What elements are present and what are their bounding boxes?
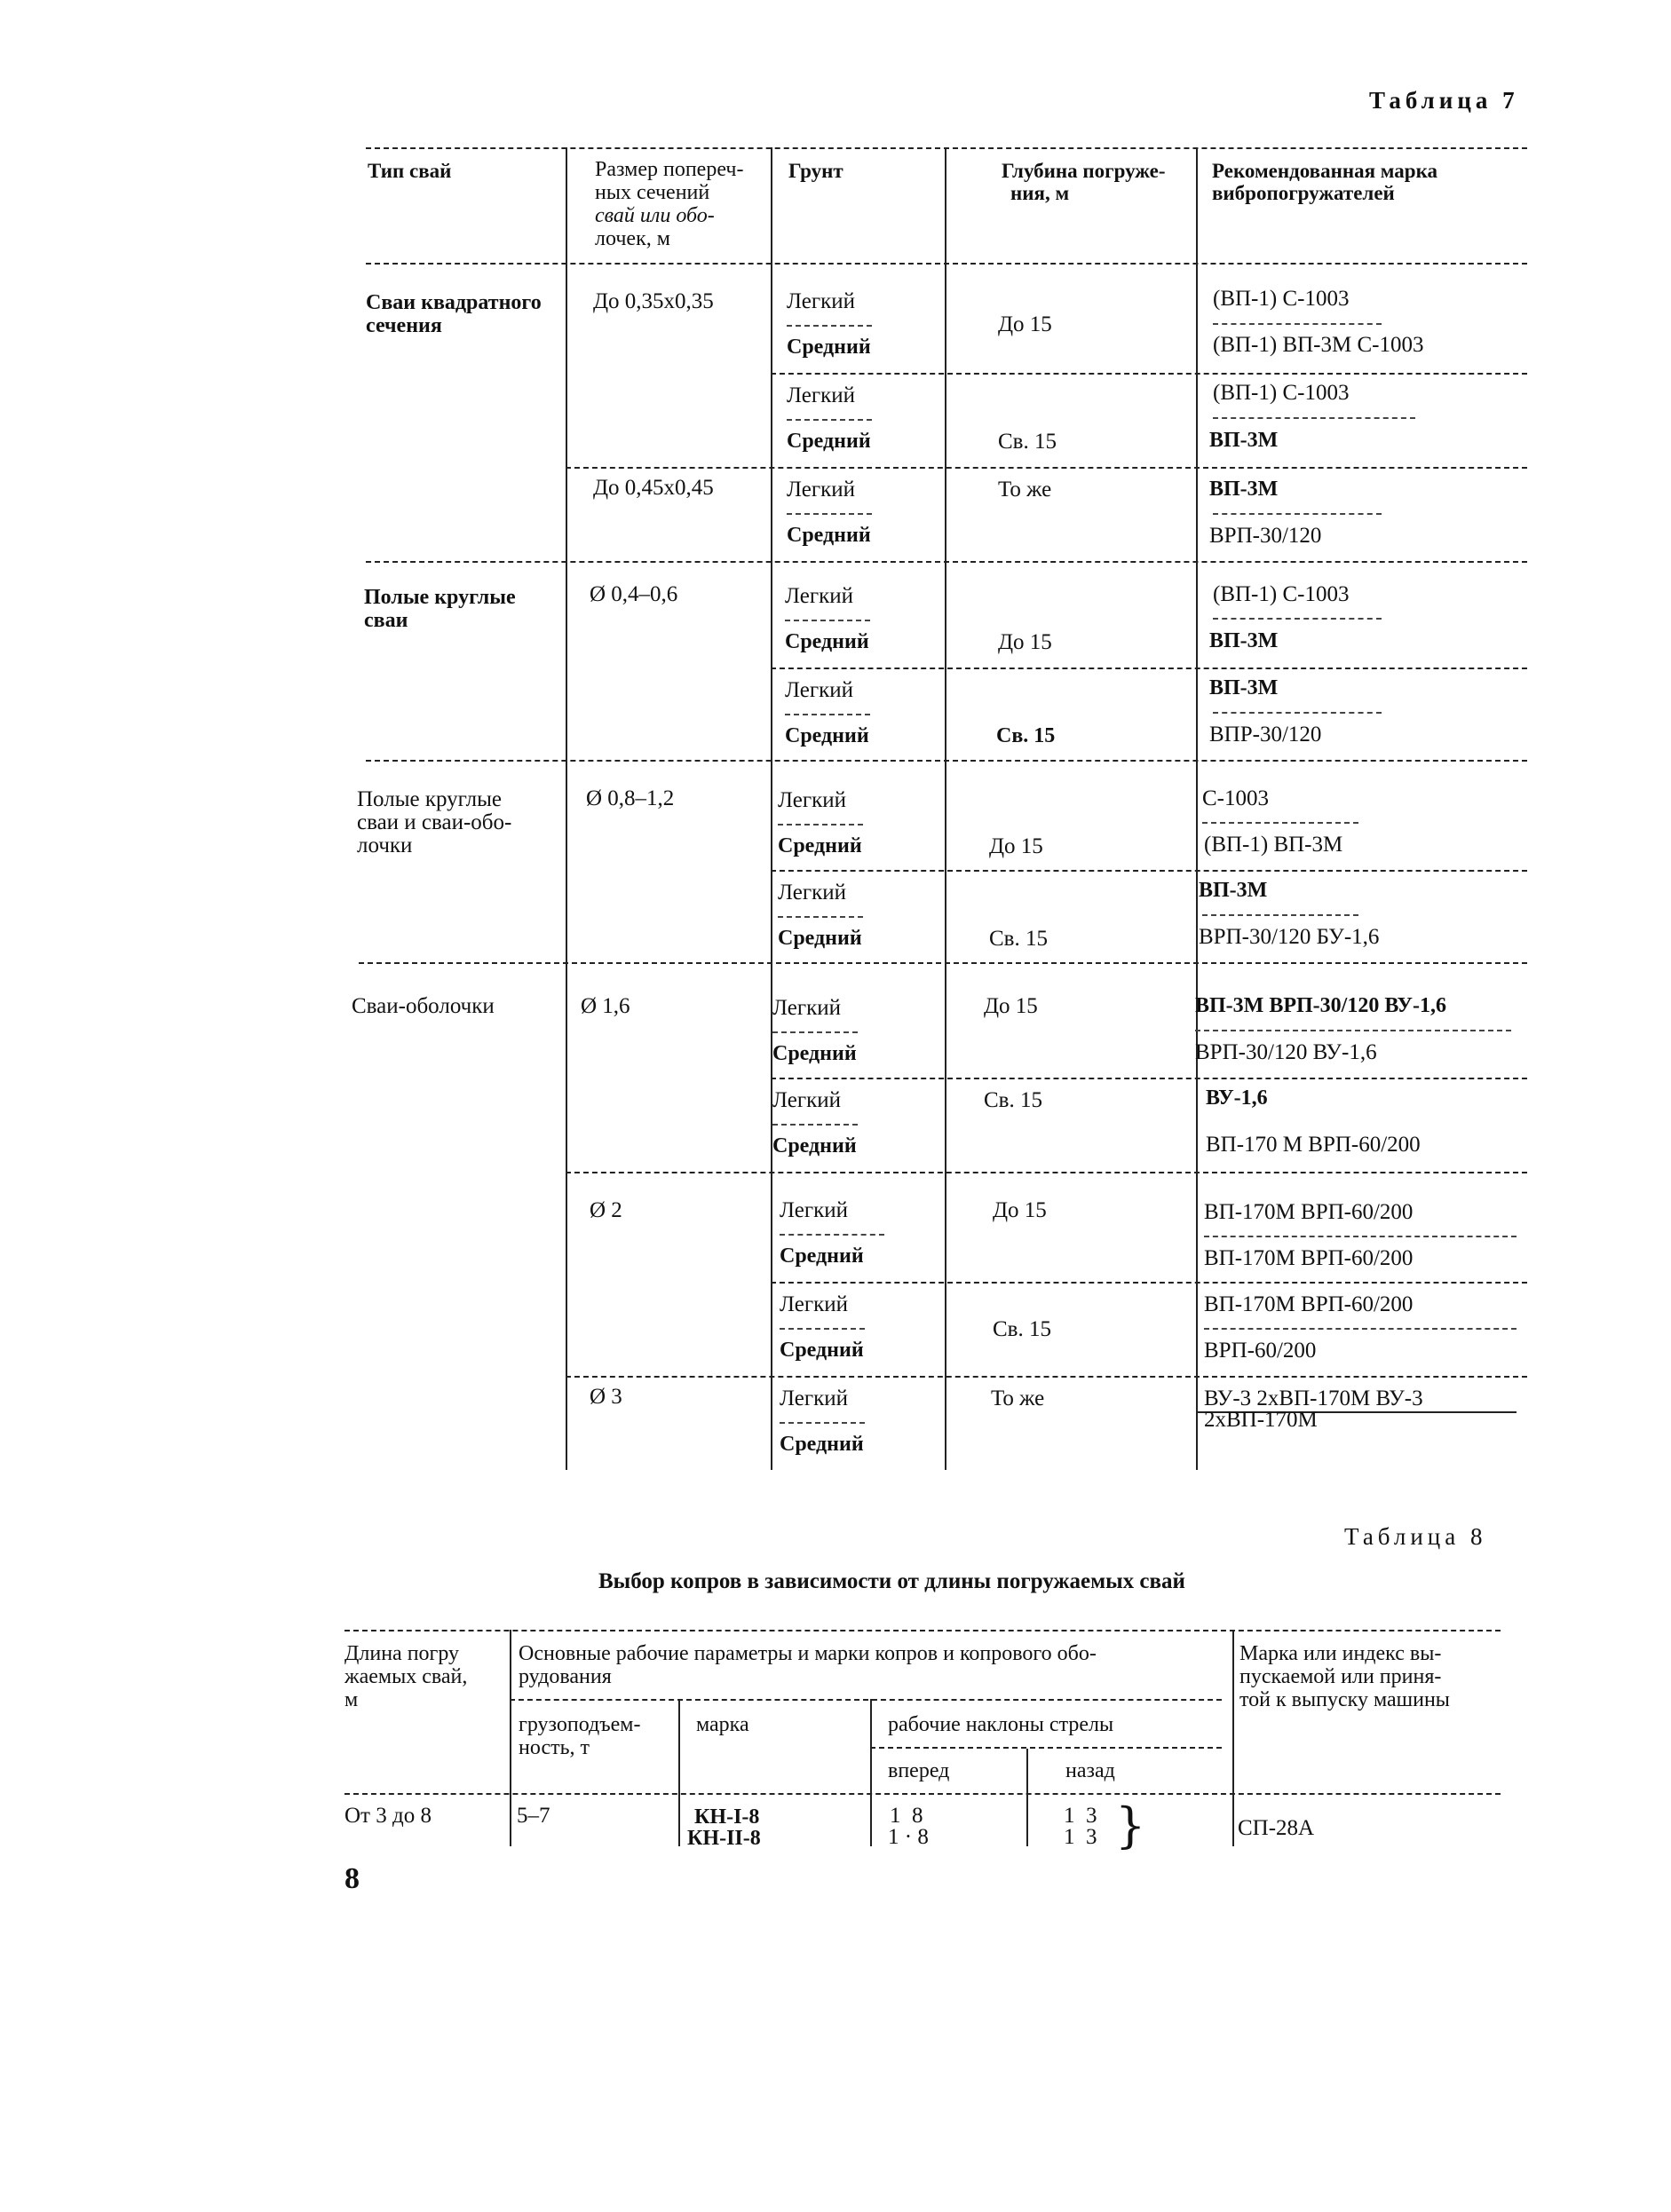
soil-separator: [780, 1234, 884, 1236]
mark-3: (ВП-1) С-1003: [1213, 381, 1350, 405]
mark-17: ВУ-1,6: [1206, 1086, 1268, 1110]
mark-separator: [1202, 914, 1358, 916]
table7-col-line-2: [771, 147, 772, 1470]
table8-header-brand: марка: [696, 1713, 749, 1736]
mark-9: ВП-3М: [1209, 676, 1279, 699]
table8-col-line-2: [678, 1699, 680, 1846]
table8-header-incline: рабочие наклоны стрелы: [888, 1713, 1114, 1736]
table8-col-line-5: [1026, 1749, 1028, 1846]
depth-to15: До 15: [993, 1198, 1047, 1222]
table8-row-forward-2: 1 · 8: [888, 1825, 929, 1849]
row-size-04-06: Ø 0,4–0,6: [590, 582, 678, 606]
table8-subheader-border: [510, 1699, 1222, 1701]
table7-header-size: Размер попереч- ных сечений свай или обо- лочек, м: [595, 158, 744, 250]
soil-light: Легкий: [778, 881, 847, 905]
depth-to15: До 15: [984, 994, 1038, 1018]
soil-separator: [785, 714, 870, 715]
mark-separator: [1213, 712, 1382, 714]
mark-1: (ВП-1) С-1003: [1213, 287, 1350, 311]
depth-to15: До 15: [989, 834, 1043, 858]
row-size-16: Ø 1,6: [581, 994, 630, 1018]
row-size-045: До 0,45x0,45: [593, 476, 714, 500]
row-border: [771, 1078, 1527, 1079]
mark-16: ВРП-30/120 ВУ-1,6: [1195, 1040, 1377, 1064]
soil-medium: Средний: [778, 834, 862, 857]
table7-header-mark: Рекомендованная марка вибропогружателей: [1212, 160, 1437, 204]
table7-header-soil: Грунт: [788, 160, 843, 182]
table8-row-capacity: 5–7: [517, 1804, 550, 1828]
mark-5: ВП-3М: [1209, 478, 1279, 501]
table7-header-border: [366, 263, 1527, 265]
mark-21: ВП-170М ВРП-60/200: [1204, 1292, 1414, 1316]
mark-22: ВРП-60/200: [1204, 1339, 1317, 1363]
soil-light: Легкий: [787, 289, 856, 313]
soil-light: Легкий: [772, 996, 842, 1020]
soil-separator: [772, 1124, 858, 1126]
table8-caption: Выбор копров в зависимости от длины погружаемых свай: [598, 1569, 1185, 1593]
soil-light: Легкий: [787, 478, 856, 502]
table8-row-forward-1: 1 8: [890, 1804, 923, 1828]
mark-11: С-1003: [1202, 786, 1269, 810]
table8-col-line-3: [870, 1699, 872, 1846]
soil-separator: [772, 1031, 858, 1033]
row-size-08-12: Ø 0,8–1,2: [586, 786, 675, 810]
group-border: [359, 962, 1527, 964]
soil-medium: Средний: [787, 524, 871, 547]
row-size-035: До 0,35x0,35: [593, 289, 714, 313]
soil-medium: Средний: [772, 1042, 857, 1065]
mark-24: 2хВП-170М: [1204, 1408, 1318, 1432]
table8-header-capacity: грузоподъем- ность, т: [519, 1713, 641, 1759]
table8-row-brand-1: КН-I-8: [694, 1805, 760, 1829]
row-size-3: Ø 3: [590, 1385, 622, 1409]
soil-medium: Средний: [772, 1134, 857, 1157]
mark-13: ВП-3М: [1199, 879, 1268, 902]
soil-separator: [787, 513, 872, 515]
row-border: [566, 1172, 1527, 1173]
row-type-hollow-shell: Полые круглые сваи и сваи-обо- лочки: [357, 787, 512, 857]
soil-medium: Средний: [787, 430, 871, 453]
soil-medium: Средний: [778, 927, 862, 950]
mark-23: ВУ-3 2хВП-170М ВУ-3: [1204, 1386, 1423, 1410]
mark-separator: [1213, 323, 1382, 325]
table8-col-line-4: [1232, 1630, 1234, 1846]
group-border: [366, 760, 1527, 762]
soil-separator: [787, 325, 872, 327]
mark-19: ВП-170М ВРП-60/200: [1204, 1200, 1414, 1224]
mark-separator: [1195, 1030, 1511, 1031]
mark-6: ВРП-30/120: [1209, 524, 1322, 548]
soil-separator: [787, 419, 872, 421]
table8-row-backward-2: 1 3: [1064, 1825, 1097, 1849]
row-border: [771, 1282, 1527, 1284]
soil-separator: [780, 1422, 865, 1424]
table8-header-length: Длина погру жаемых свай, м: [344, 1642, 468, 1711]
soil-light: Легкий: [772, 1088, 842, 1112]
table7-col-line-4: [1196, 147, 1198, 1470]
table8-header-index: Марка или индекс вы- пускаемой или приня- той к выпуску машины: [1239, 1642, 1450, 1711]
soil-medium: Средний: [780, 1339, 864, 1362]
mark-separator: [1202, 822, 1358, 824]
table8-row-brand-2: КН-II-8: [687, 1827, 761, 1850]
row-size-2: Ø 2: [590, 1198, 622, 1222]
depth-same: То же: [991, 1386, 1045, 1410]
table8-row-index: СП-28А: [1238, 1816, 1315, 1840]
depth-over15: Св. 15: [998, 430, 1057, 454]
table7-header-type: Тип свай: [368, 160, 452, 182]
mark-2: (ВП-1) ВП-3М С-1003: [1213, 333, 1424, 357]
soil-light: Легкий: [780, 1198, 849, 1222]
depth-over15: Св. 15: [989, 927, 1048, 951]
soil-light: Легкий: [785, 678, 854, 702]
table8-row-backward-1: 1 3: [1064, 1804, 1097, 1828]
mark-8: ВП-3М: [1209, 629, 1279, 652]
soil-light: Легкий: [778, 788, 847, 812]
mark-separator: [1213, 417, 1415, 419]
table8-header-forward: вперед: [888, 1759, 950, 1782]
mark-7: (ВП-1) С-1003: [1213, 582, 1350, 606]
soil-light: Легкий: [780, 1386, 849, 1410]
soil-medium: Средний: [780, 1244, 864, 1268]
soil-separator: [778, 916, 863, 918]
table8-header-params: Основные рабочие параметры и марки копров и копрового обо- рудования: [519, 1642, 1097, 1688]
row-border: [771, 668, 1527, 669]
row-type-shell: Сваи-оболочки: [352, 994, 495, 1018]
depth-to15: До 15: [998, 312, 1052, 336]
row-border: [566, 467, 1527, 469]
row-type-square: Сваи квадратного сечения: [366, 291, 542, 337]
table8-row-length: От 3 до 8: [344, 1804, 432, 1828]
mark-15: ВП-3М ВРП-30/120 ВУ-1,6: [1195, 994, 1446, 1017]
page-number: 8: [344, 1862, 360, 1895]
table8-col-line-1: [510, 1630, 511, 1846]
mark-separator: [1213, 618, 1382, 620]
soil-light: Легкий: [780, 1292, 849, 1316]
row-border: [566, 1376, 1527, 1378]
soil-separator: [785, 620, 870, 621]
row-type-hollow: Полые круглые сваи: [364, 586, 516, 632]
mark-4: ВП-3М: [1209, 429, 1279, 452]
mark-14: ВРП-30/120 БУ-1,6: [1199, 925, 1380, 949]
soil-separator: [780, 1328, 865, 1330]
row-border: [771, 870, 1527, 872]
table8-header-backward: назад: [1065, 1759, 1115, 1782]
table8-title: Таблица 8: [1344, 1523, 1487, 1550]
mark-20: ВП-170М ВРП-60/200: [1204, 1246, 1414, 1270]
soil-medium: Средний: [780, 1433, 864, 1456]
depth-over15: Св. 15: [993, 1317, 1051, 1341]
mark-separator: [1204, 1236, 1517, 1237]
depth-over15: Св. 15: [996, 724, 1056, 747]
mark-18: ВП-170 М ВРП-60/200: [1206, 1133, 1421, 1157]
table7-top-border: [366, 147, 1527, 149]
table7-col-line-1: [566, 147, 567, 1470]
soil-medium: Средний: [787, 336, 871, 359]
table7-header-depth: Глубина погруже- ния, м: [1002, 160, 1166, 204]
soil-light: Легкий: [787, 383, 856, 407]
soil-light: Легкий: [785, 584, 854, 608]
table7-title: Таблица 7: [1369, 87, 1519, 114]
depth-same: То же: [998, 478, 1052, 502]
table7-col-line-3: [945, 147, 946, 1470]
soil-medium: Средний: [785, 724, 869, 747]
soil-separator: [778, 824, 863, 826]
table8-incline-border: [870, 1747, 1222, 1749]
soil-medium: Средний: [785, 630, 869, 653]
depth-over15: Св. 15: [984, 1088, 1042, 1112]
right-brace-icon: }: [1115, 1797, 1146, 1853]
group-border: [366, 561, 1527, 563]
mark-separator: [1213, 513, 1382, 515]
table8-header-border: [344, 1793, 1501, 1795]
mark-10: ВПР-30/120: [1209, 723, 1322, 747]
depth-to15: До 15: [998, 630, 1052, 654]
mark-separator: [1204, 1328, 1517, 1330]
table8-top-border: [344, 1630, 1501, 1631]
mark-12: (ВП-1) ВП-3М: [1204, 833, 1343, 857]
row-border: [771, 373, 1527, 375]
